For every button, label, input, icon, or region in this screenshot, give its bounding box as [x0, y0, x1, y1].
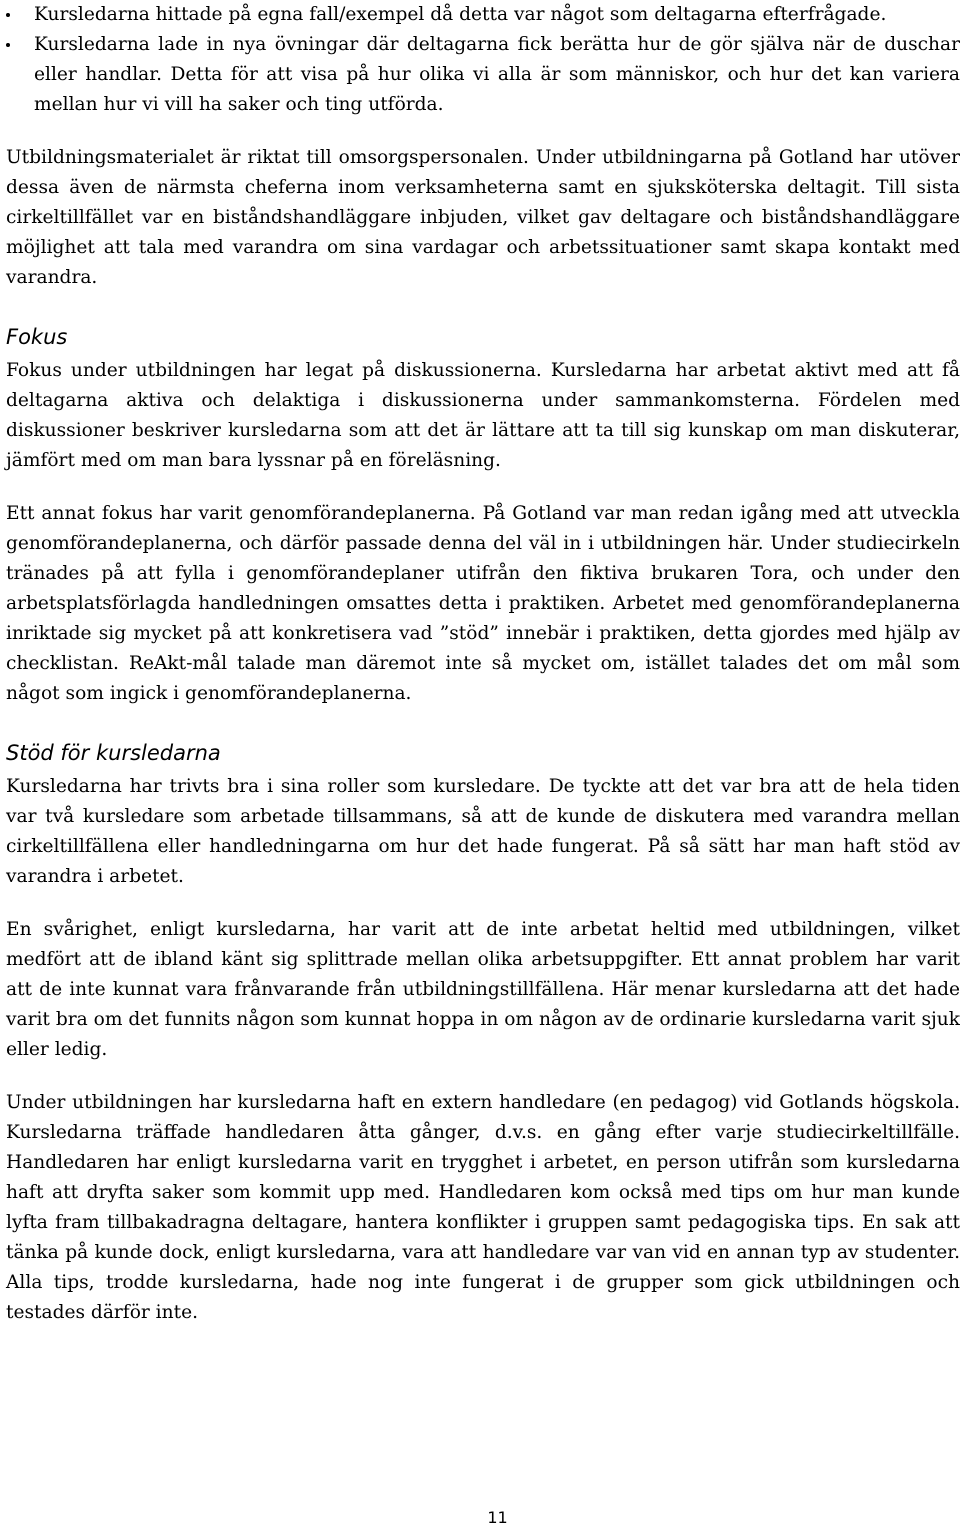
paragraph: En svårighet, enligt kursledarna, har varit att de inte arbetat heltid med utbildningen, vilket medfört att de ibland känt sig splittrade mellan olika arbetsuppgifter. Ett annat problem har varit att de inte kunnat vara frånvarande från utbildningstillfällena. Här menar kursledarna att det hade varit bra om det funnits någon som kunnat hoppa in om någon av de ordinarie kursledarna varit sjuk eller ledig. — [6, 919, 960, 1060]
bullet-icon — [6, 43, 10, 47]
paragraph: Fokus under utbildningen har legat på diskussionerna. Kursledarna har arbetat aktivt med att få deltagarna aktiva och delaktiga i diskussionerna under sammankomsterna. Fördelen med diskussioner beskriver kursledarna som att det är lättare att ta till sig kunskap om man diskuterar, jämfört med om man bara lyssnar på en föreläsning. — [6, 360, 960, 471]
section-heading-stod: Stöd för kursledarna — [6, 741, 221, 765]
intro-paragraph: Utbildningsmaterialet är riktat till omsorgspersonalen. Under utbildningarna på Gotland har utöver dessa även de närmsta cheferna inom verksamheterna samt en sjuksköterska deltagit. Till sista cirkeltillfället var en biståndshandläggare inbjuden, vilket gav deltagare och biståndshandläggare möjlighet att tala med varandra om sina vardagar och arbetssituationer samt skapa kontakt med varandra. — [6, 147, 960, 288]
paragraph: Ett annat fokus har varit genomförandeplanerna. På Gotland var man redan igång med att utveckla genomförandeplanerna, och därför passade denna del väl in i utbildningen här. Under studiecirkeln tränades på att fylla i genomförandeplaner utifrån den fiktiva brukaren Tora, och under den arbetsplatsförlagda handledningen omsattes detta i praktiken. Arbetet med genomförandeplanerna inriktade sig mycket på att konkretisera vad ”stöd” innebär i praktiken, detta gjordes med hjälp av checklistan. ReAkt-mål talade man däremot inte så mycket om, istället talades det om mål som något som ingick i genomförandeplanerna. — [6, 503, 960, 704]
document-page — [6, 0, 960, 1328]
page-number: 11 — [487, 1508, 508, 1527]
list-item — [6, 0, 960, 30]
list-item-text: Kursledarna lade in nya övningar där deltagarna fick berätta hur de gör själva när de duschar eller handlar. Detta för att visa på hur olika vi alla är som människor, och hur det kan variera mellan hur vi vill ha saker och ting utförda. — [34, 34, 960, 115]
list-item — [6, 30, 960, 120]
bullet-icon — [6, 13, 10, 17]
list-item-text: Kursledarna hittade på egna fall/exempel då detta var något som deltagarna efterfrågade. — [34, 4, 887, 25]
paragraph: Under utbildningen har kursledarna haft en extern handledare (en pedagog) vid Gotlands högskola. Kursledarna träffade handledaren åtta gånger, d.v.s. en gång efter varje studiecirkeltillfälle. Handledaren har enligt kursledarna varit en trygghet i arbetet, en person utifrån som kursledarna haft att dryfta saker som kommit upp med. Handledaren kom också med tips om hur man kunde lyfta fram tillbakadragna deltagare, hantera konflikter i gruppen samt pedagogiska tips. En sak att tänka på kunde dock, enligt kursledarna, vara att handledare var van vid en annan typ av studenter. Alla tips, trodde kursledarna, hade nog inte fungerat i de grupper som gick utbildningen och testades därför inte. — [6, 1092, 960, 1323]
bullet-list — [6, 0, 960, 120]
paragraph: Kursledarna har trivts bra i sina roller som kursledare. De tyckte att det var bra att de hela tiden var två kursledare som arbetade tillsammans, så att de kunde de diskutera med varandra mellan cirkeltillfällena eller handledningarna om hur det hade fungerat. På så sätt har man haft stöd av varandra i arbetet. — [6, 776, 960, 887]
section-heading-fokus: Fokus — [6, 325, 68, 349]
